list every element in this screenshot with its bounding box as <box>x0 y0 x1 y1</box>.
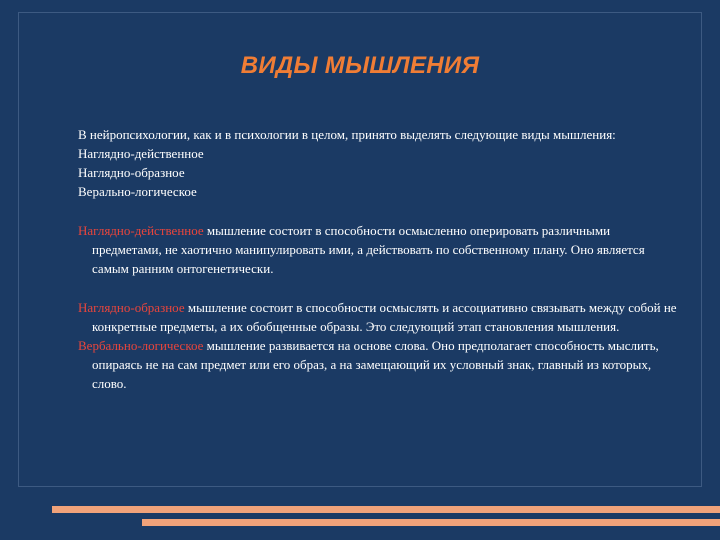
spacer <box>78 278 678 298</box>
type-item: Наглядно-образное <box>78 165 185 180</box>
paragraph-text: мышление состоит в способности осмысленно оперировать различными предметами, не хаотично манипулировать ими, а действовать по собственному плану. Оно является самым ранним онтогенетически. <box>92 223 645 276</box>
paragraph-verbal-logical <box>78 336 678 393</box>
slide-title: ВИДЫ МЫШЛЕНИЯ <box>240 52 480 79</box>
paragraph-text: мышление состоит в способности осмыслять и ассоциативно связывать между собой не конкретные предметы, а их обобщенные образы. Это следующий этап становления мышления. <box>92 300 677 334</box>
intro-text: В нейропсихологии, как и в психологии в целом, принято выделять следующие виды мышления: <box>78 127 616 142</box>
type-item: Верально-логическое <box>78 184 197 199</box>
paragraph-visual-action <box>78 221 678 278</box>
decorative-bar-top <box>52 506 720 513</box>
type-item: Наглядно-действенное <box>78 146 204 161</box>
paragraph-visual-image <box>78 298 678 336</box>
slide-content <box>78 125 678 393</box>
term-visual-image: Наглядно-образное <box>78 300 185 315</box>
spacer <box>78 201 678 221</box>
paragraph-text: мышление развивается на основе слова. Оно предполагает способность мыслить, опираясь не на сам предмет или его образ, а на замещающий их условный знак, главный из которых, слово. <box>92 338 659 391</box>
decorative-bar-bottom <box>142 519 720 526</box>
term-visual-action: Наглядно-действенное <box>78 223 204 238</box>
term-verbal-logical: Вербально-логическое <box>78 338 204 353</box>
